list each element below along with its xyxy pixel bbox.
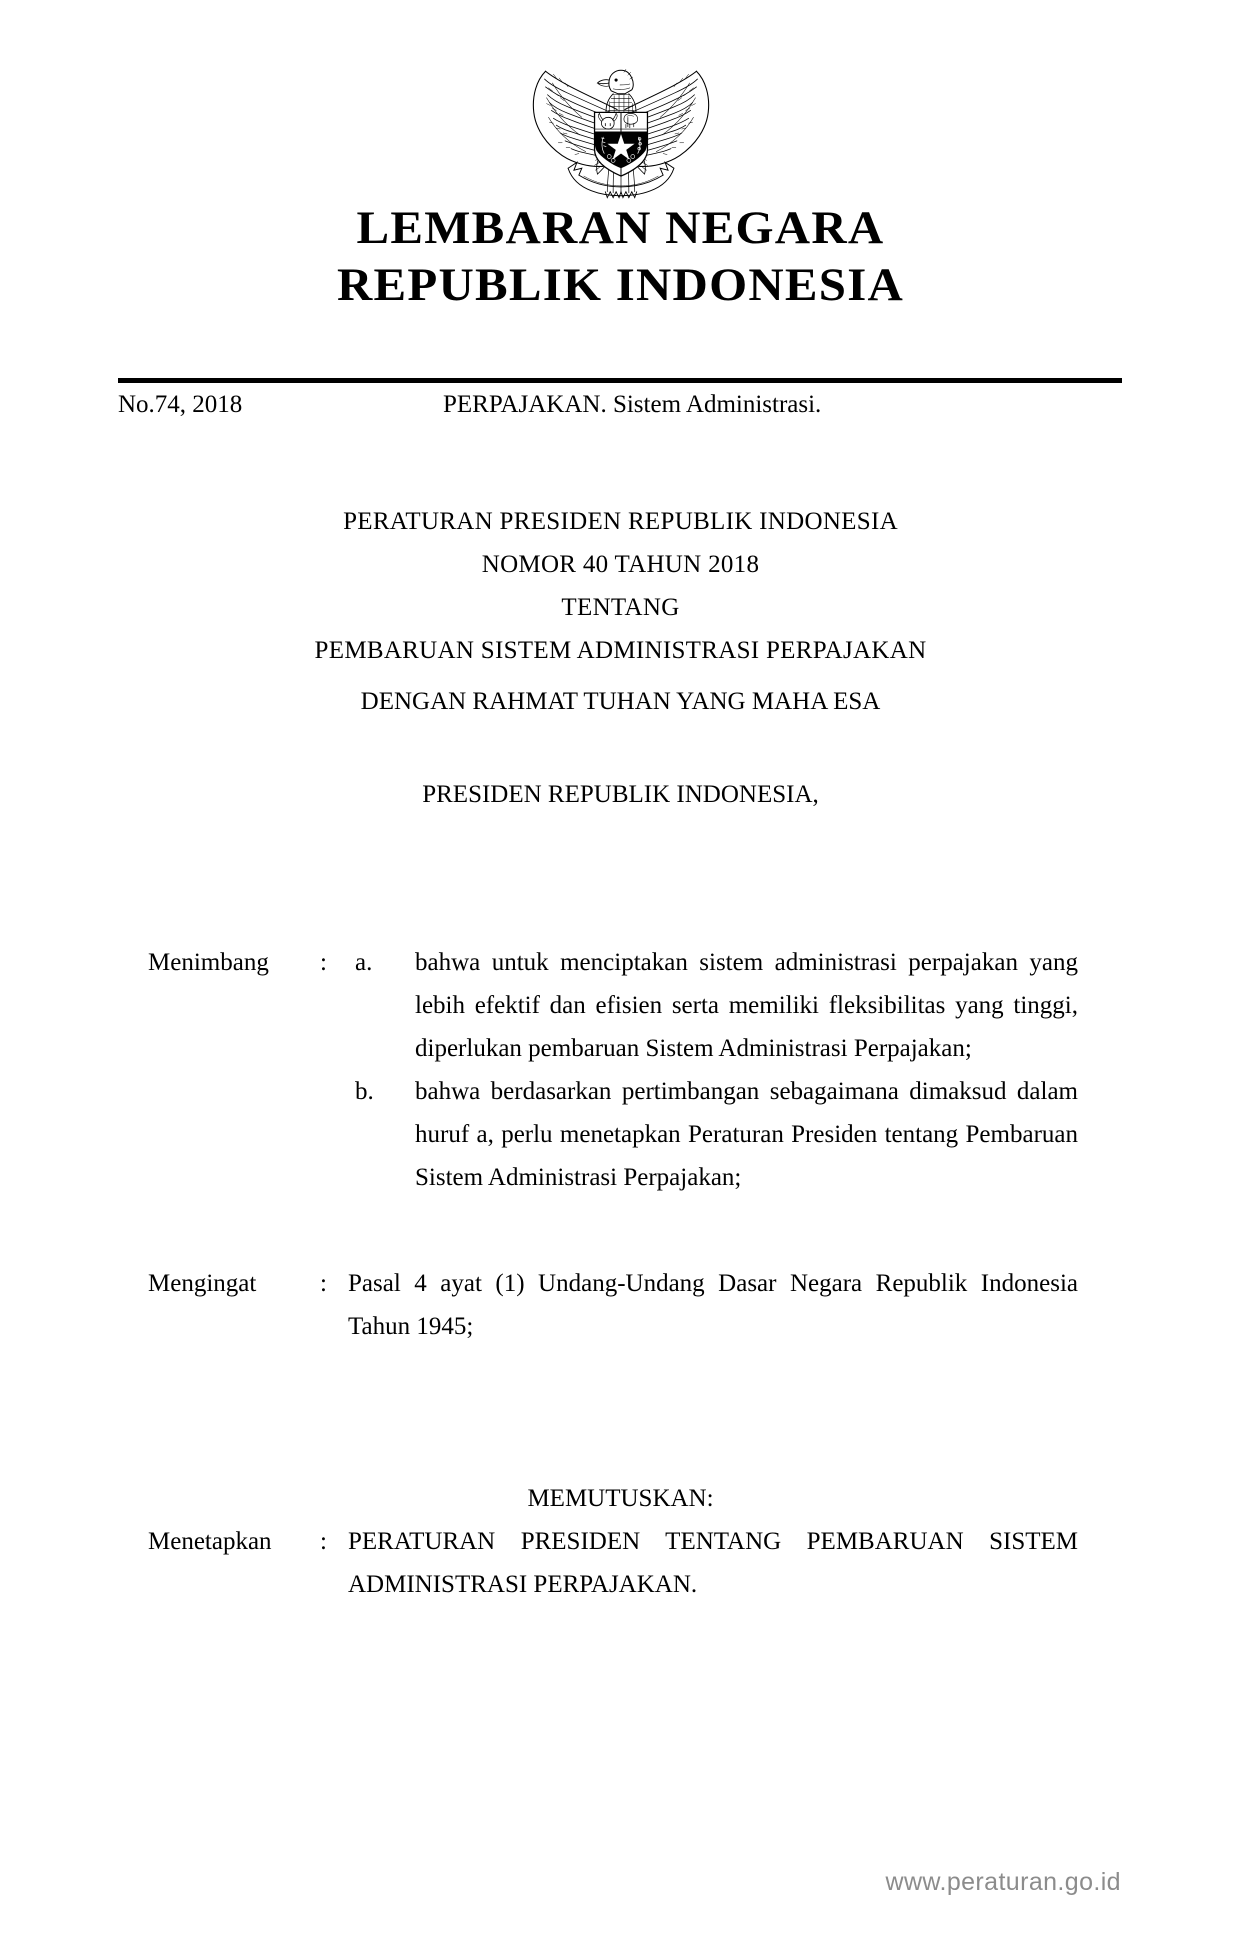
considering-item [348, 1070, 1078, 1199]
decision-heading: MEMUTUSKAN: [527, 1485, 714, 1512]
title-line-4: PEMBARUAN SISTEM ADMINISTRASI PERPAJAKAN [314, 637, 927, 664]
stipulating-body [348, 1520, 1078, 1606]
issue-line [118, 388, 1122, 422]
recalling-label: Mengingat [148, 1270, 257, 1297]
considering-label: Menimbang [148, 949, 269, 976]
masthead [0, 200, 1241, 314]
issue-number: No.74, 2018 [118, 391, 243, 418]
masthead-line-1: LEMBARAN NEGARA [356, 202, 885, 254]
title-line-3: TENTANG [561, 594, 680, 621]
stipulating-colon: : [320, 1528, 327, 1555]
footer-url: www.peraturan.go.id [885, 1868, 1121, 1896]
regulation-title-block [0, 500, 1241, 672]
title-line-2: NOMOR 40 TAHUN 2018 [481, 551, 760, 578]
considering-colon: : [320, 949, 327, 976]
recalling-text: Pasal 4 ayat (1) Undang-Undang Dasar Negara Republik Indonesia Tahun 1945; [348, 1270, 1078, 1340]
item-text: bahwa berdasarkan pertimbangan sebagaimana dimaksud dalam huruf a, perlu menetapkan Peraturan Presiden tentang Pembaruan Sistem Administrasi Perpajakan; [415, 1078, 1078, 1191]
considering-item [348, 941, 1078, 1070]
stipulating-text: PERATURAN PRESIDEN TENTANG PEMBARUAN SISTEM ADMINISTRASI PERPAJAKAN. [348, 1528, 1078, 1598]
header-rule [118, 378, 1122, 383]
recalling-body [348, 1262, 1078, 1348]
recalling-colon: : [320, 1270, 327, 1297]
considering-body [348, 941, 1078, 1199]
emblem-container [0, 58, 1241, 206]
item-text: bahwa untuk menciptakan sistem administrasi perpajakan yang lebih efektif dan efisien serta memiliki fleksibilitas yang tinggi, diperlukan pembaruan Sistem Administrasi Perpajakan; [415, 949, 1078, 1062]
item-marker: a. [355, 949, 373, 976]
authority-line: PRESIDEN REPUBLIK INDONESIA, [422, 781, 819, 808]
garuda-pancasila-icon [523, 58, 719, 206]
stipulating-label: Menetapkan [148, 1528, 272, 1555]
title-line-1: PERATURAN PRESIDEN REPUBLIK INDONESIA [343, 508, 898, 535]
issue-subject: PERPAJAKAN. Sistem Administrasi. [443, 391, 822, 418]
blessing-line: DENGAN RAHMAT TUHAN YANG MAHA ESA [360, 688, 881, 715]
item-marker: b. [355, 1078, 374, 1105]
masthead-line-2: REPUBLIK INDONESIA [336, 259, 905, 311]
